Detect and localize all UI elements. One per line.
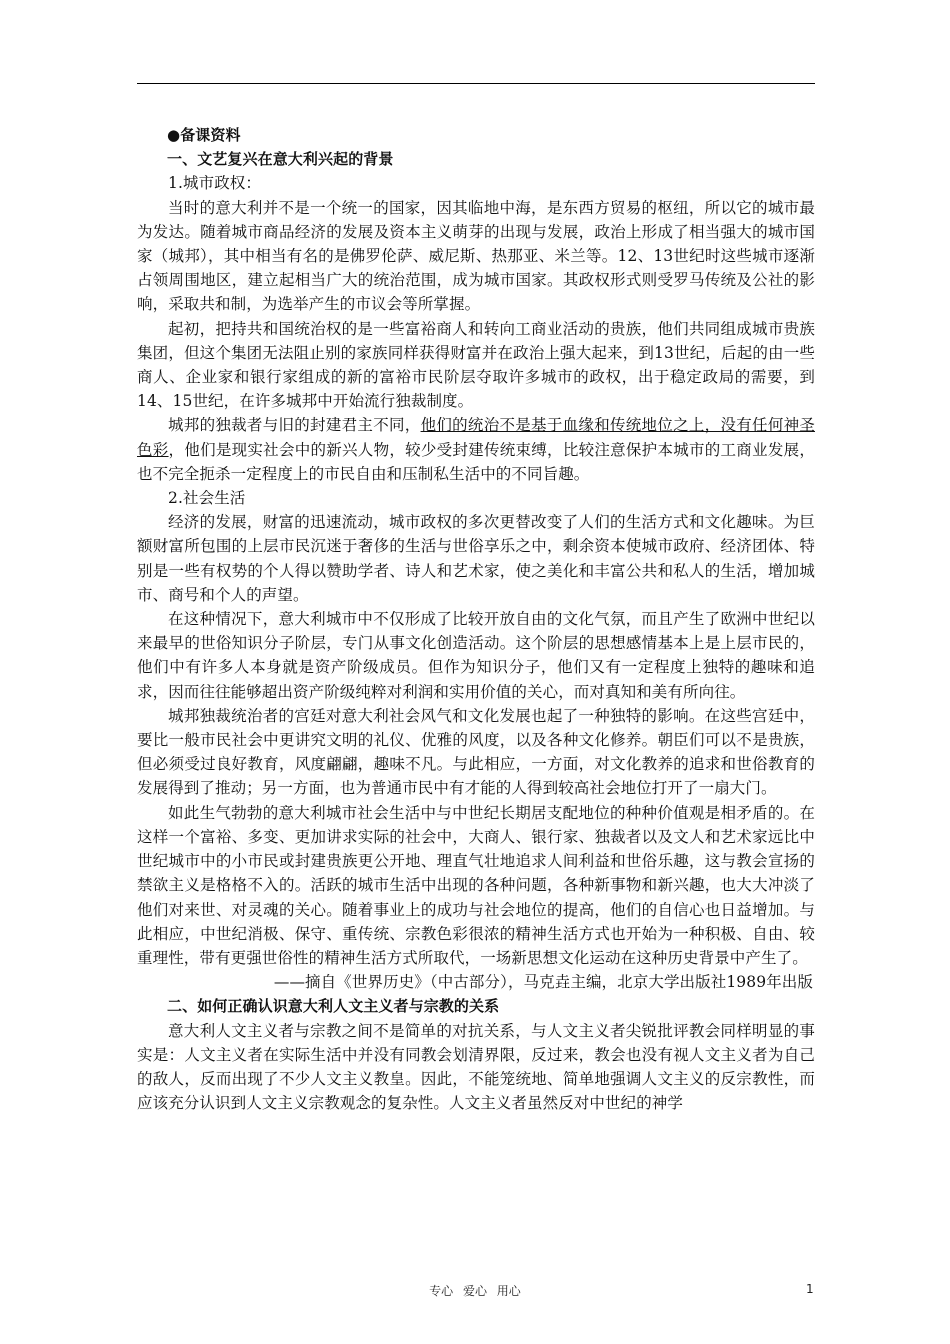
section2-heading: 二、如何正确认识意大利人文主义者与宗教的关系 — [167, 997, 500, 1016]
section1-paragraph-3 — [137, 413, 815, 486]
page-number: 1 — [806, 1282, 814, 1296]
header-rule — [137, 83, 815, 84]
source-citation: ——摘自《世界历史》（中古部分），马克垚主编，北京大学出版社1989年出版 — [273, 973, 813, 992]
section2-paragraph-1: 意大利人文主义者与宗教之间不是简单的对抗关系，与人文主义者尖锐批评教会同样明显的事实是：人文主义者在实际生活中并没有同教会划清界限，反过来，教会也没有视人文主义者为自己的敌人，反而出现了不少人文主义教皇。因此，不能笼统地、简单地强调人文主义的反宗教性，而应该充分认识到人文主义宗教观念的复杂性。人文主义者虽然反对中世纪的神学 — [137, 1021, 815, 1113]
section1-paragraph-6: 城邦独裁统治者的宫廷对意大利社会风气和文化发展也起了一种独特的影响。在这些宫廷中，要比一般市民社会中更讲究文明的礼仪、优雅的风度，以及各种文化修养。朝臣们可以不是贵族，但必须受过良好教育，风度翩翩，趣味不凡。与此相应，一方面，对文化教养的追求和世俗教育的发展得到了推动；另一方面，也为普通市民中有才能的人得到较高社会地位打开了一扇大门。 — [137, 706, 815, 798]
section1-sub2: 2.社会生活 — [168, 489, 246, 508]
section1-paragraph-7: 如此生气勃勃的意大利城市社会生活中与中世纪长期居支配地位的种种价值观是相矛盾的。在这样一个富裕、多变、更加讲求实际的社会中，大商人、银行家、独裁者以及文人和艺术家远比中世纪城市中的小市民或封建贵族更公开地、理直气壮地追求人间利益和世俗乐趣，这与教会宣扬的禁欲主义是格格不入的。活跃的城市生活中出现的各种问题，各种新事物和新兴趣，也大大冲淡了他们对来世、对灵魂的关心。随着事业上的成功与社会地位的提高，他们的自信心也日益增加。与此相应，中世纪消极、保守、重传统、宗教色彩很浓的精神生活方式也开始为一种积极、自由、较重理性，带有更强世俗性的精神生活方式所取代，一场新思想文化运动在这种历史背景中产生了。 — [137, 803, 815, 967]
section1-sub1: 1.城市政权： — [168, 174, 261, 193]
p3-underlined-text: 他们的统治不是基于血缘和传统地位之上，没有任何神圣色彩 — [137, 416, 815, 459]
section1-paragraph-2: 起初，把持共和国统治权的是一些富裕商人和转向工商业活动的贵族，他们共同组成城市贵族集团，但这个集团无法阻止别的家族同样获得财富并在政治上强大起来，到13世纪，后起的由一些商人、企业家和银行家组成的新的富裕市民阶层夺取许多城市的政权，出于稳定政局的需要，到14、15世纪，在许多城邦中开始流行独裁制度。 — [137, 319, 815, 411]
footer-motto: 专心 爱心 用心 — [429, 1284, 521, 1298]
p3-pre: 城邦的独裁者与旧的封建君主不同， — [168, 416, 421, 435]
section1-paragraph-4: 经济的发展，财富的迅速流动，城市政权的多次更替改变了人们的生活方式和文化趣味。为巨额财富所包围的上层市民沉迷于奢侈的生活与世俗享乐之中，剩余资本使城市政府、经济团体、特别是一些有权势的个人得以赞助学者、诗人和艺术家，使之美化和丰富公共和私人的生活，增加城市、商号和个人的声望。 — [137, 513, 815, 604]
section1-paragraph-1: 当时的意大利并不是一个统一的国家，因其临地中海，是东西方贸易的枢纽，所以它的城市最为发达。随着城市商品经济的发展及资本主义萌芽的出现与发展，政治上形成了相当强大的城市国家（城邦），其中相当有名的是佛罗伦萨、威尼斯、热那亚、米兰等。12、13世纪时这些城市逐渐占领周围地区，建立起相当广大的统治范围，成为城市国家。其政权形式则受罗马传统及公社的影响，采取共和制，为选举产生的市议会等所掌握。 — [137, 198, 815, 314]
prep-title: ●备课资料 — [167, 126, 241, 144]
document-body — [137, 123, 815, 1115]
p3-post: ，他们是现实社会中的新兴人物，较少受封建传统束缚，比较注意保护本城市的工商业发展，也不完全扼杀一定程度上的市民自由和压制私生活中的不同旨趣。 — [137, 440, 815, 483]
section1-heading: 一、文艺复兴在意大利兴起的背景 — [167, 150, 394, 169]
section1-paragraph-5: 在这种情况下，意大利城市中不仅形成了比较开放自由的文化气氛，而且产生了欧洲中世纪以来最早的世俗知识分子阶层，专门从事文化创造活动。这个阶层的思想感情基本上是上层市民的，他们中有许多人本身就是资产阶级成员。但作为知识分子，他们又有一定程度上独特的趣味和追求，因而往往能够超出资产阶级纯粹对利润和实用价值的关心，而对真知和美有所向往。 — [137, 610, 815, 701]
